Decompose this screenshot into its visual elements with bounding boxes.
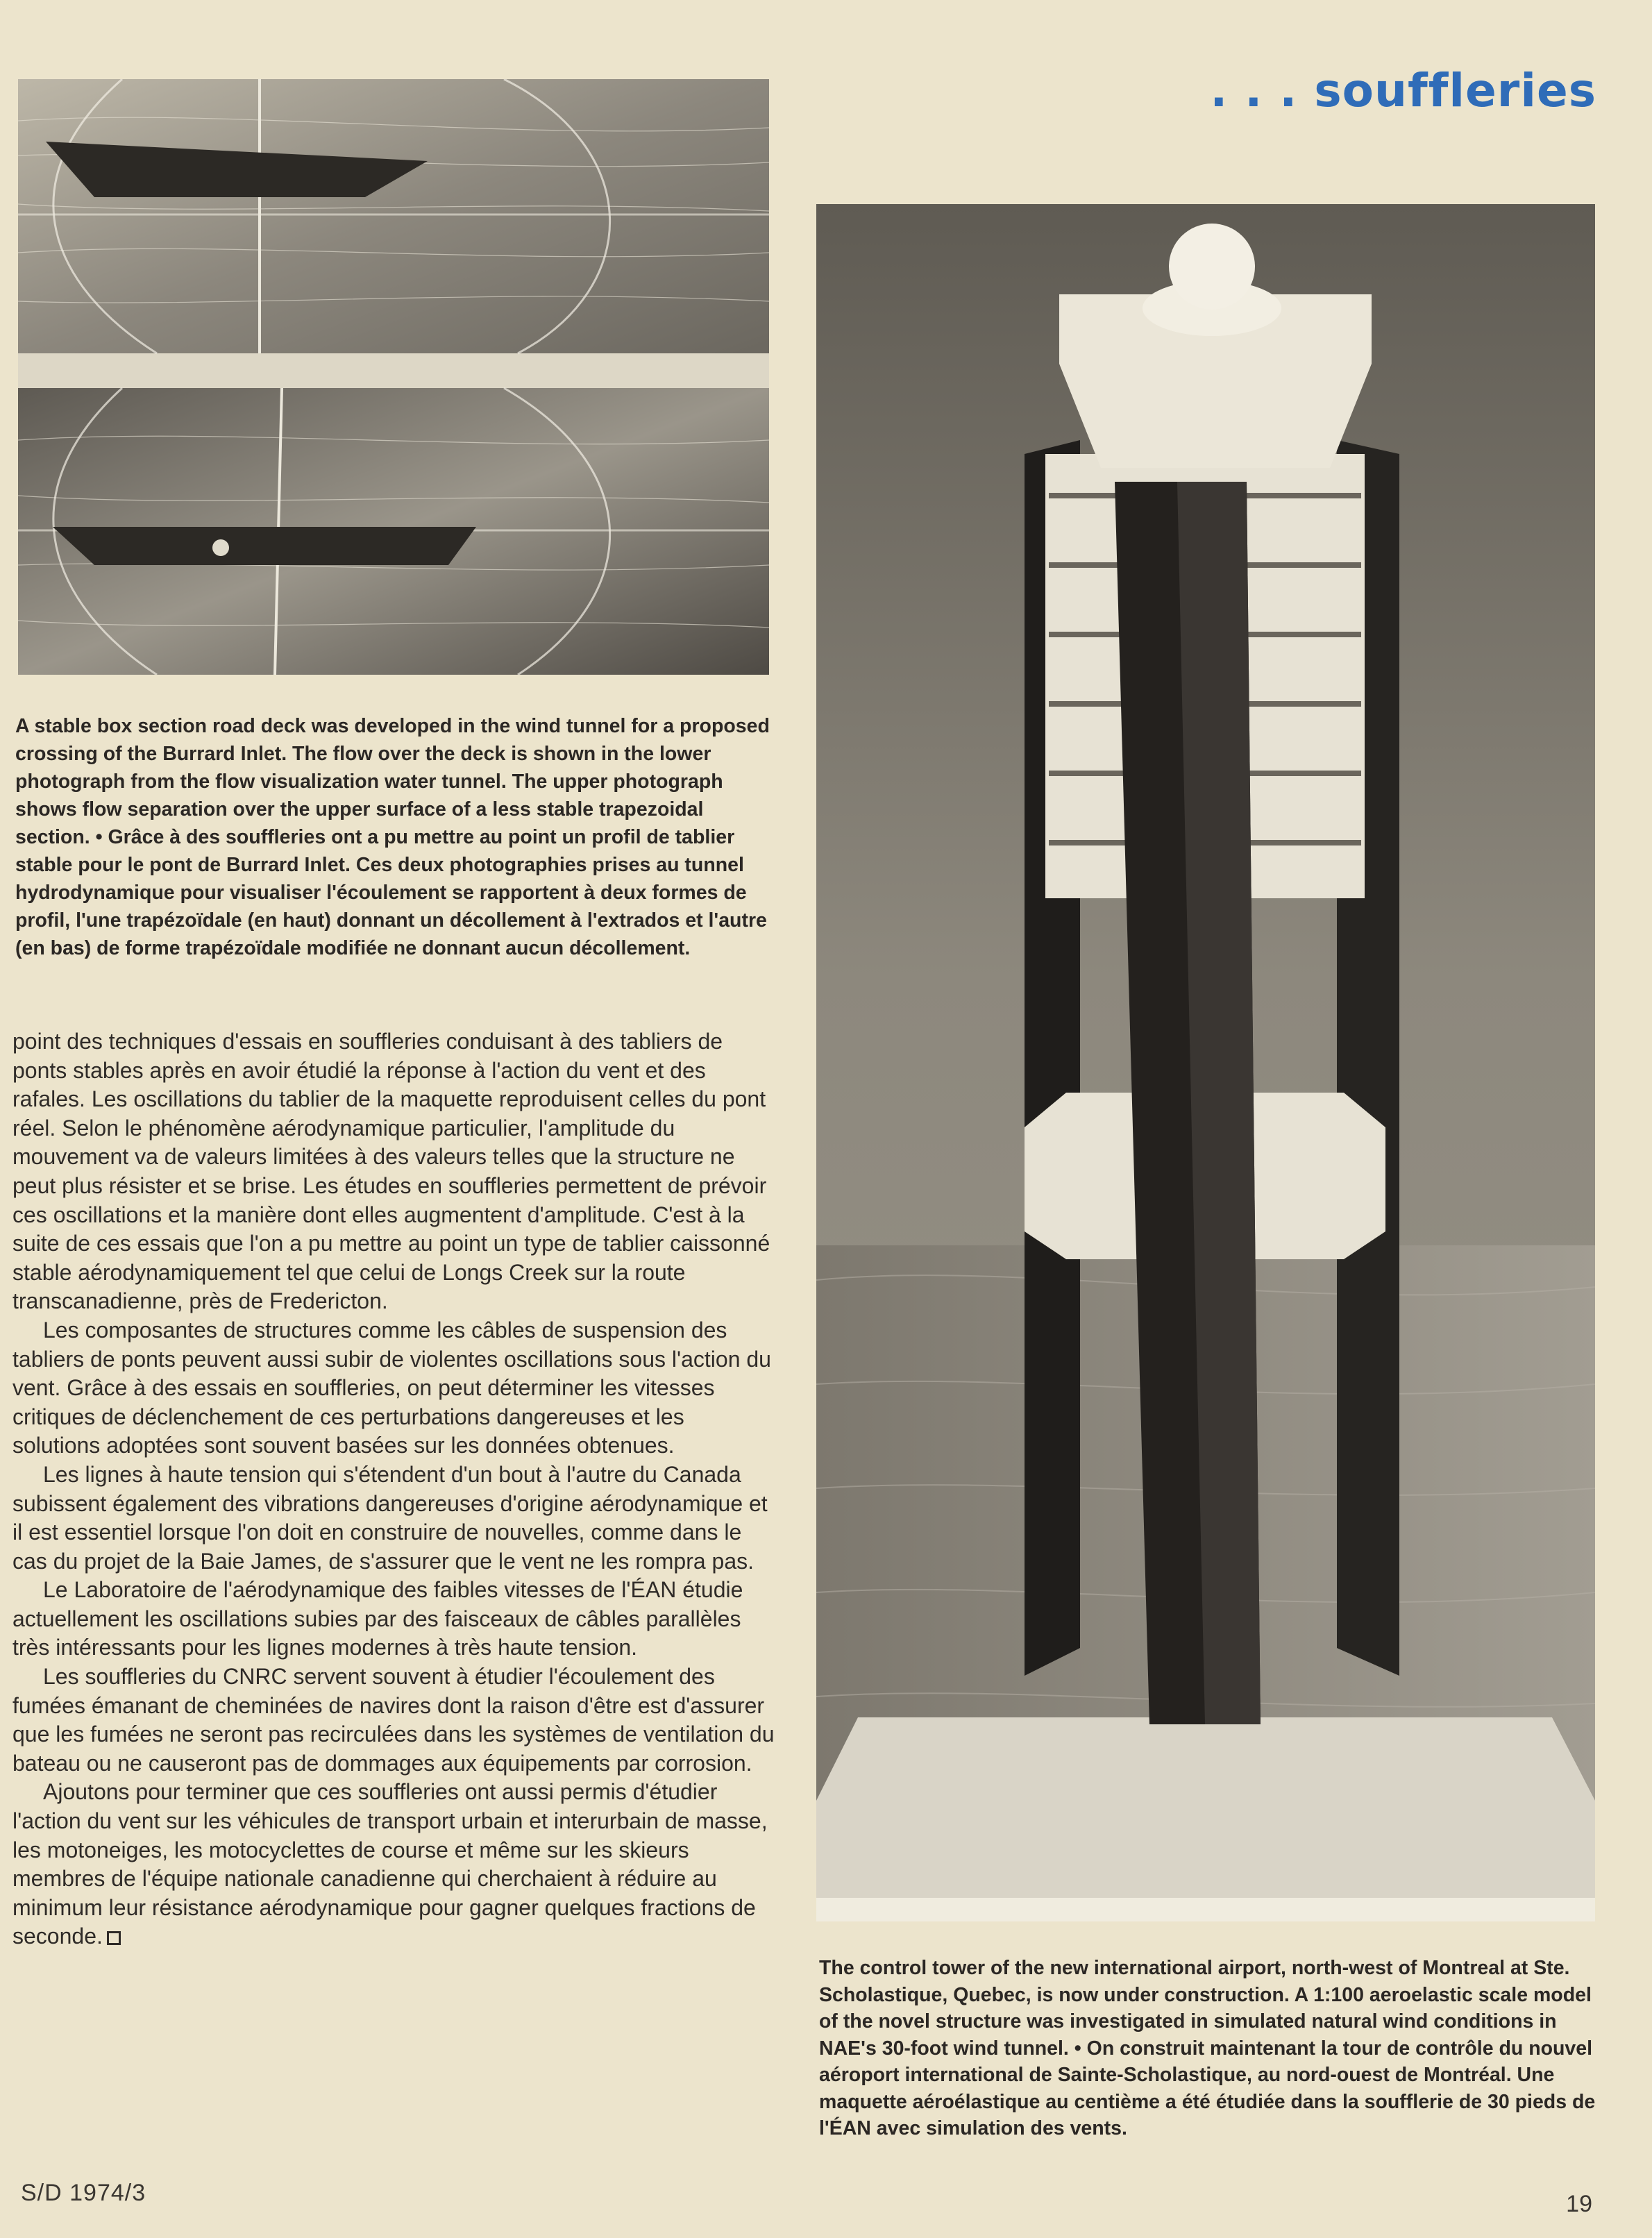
body-paragraph: Le Laboratoire de l'aérodynamique des faibles vitesses de l'ÉAN étudie actuellement les oscillations subies par des faisceaux de câbles parallèles très intéressants pour les lignes modernes à très haute tension. xyxy=(12,1577,743,1660)
body-paragraph: point des techniques d'essais en souffleries conduisant à des tabliers de ponts stables après en avoir étudié la réponse à l'action du vent et des rafales. Les oscillations du tablier de la maquette reproduisent celles du pont réel. Selon le phénomène aérodynamique particulier, l'amplitude du mouvement va de valeurs limitées à des valeurs telles que la structure ne peut plus résister et se brise. Les études en souffleries permettent de prévoir ces oscillations et la manière dont elles augmentent d'amplitude. C'est à la suite de ces essais que l'on a pu mettre au point un type de tablier caissonné stable aérodynamiquement tel que celui de Longs Creek sur la route transcanadienne, près de Fredericton. xyxy=(12,1029,770,1314)
page-number: 19 xyxy=(1566,2191,1592,2217)
end-mark-icon xyxy=(107,1931,121,1945)
article-body xyxy=(12,1027,776,1951)
body-paragraph: Les lignes à haute tension qui s'étendent d'un bout à l'autre du Canada subissent également des vibrations dangereuses d'origine aérodynamique et il est essentiel lorsque l'on doit en construire de nouvelles, comme dans le cas du projet de la Baie James, de s'assurer que le vent ne les rompra pas. xyxy=(12,1461,768,1574)
control-tower-model-photo xyxy=(816,204,1595,1921)
section-title: . . . souffleries xyxy=(1210,64,1596,117)
body-paragraph: Les souffleries du CNRC servent souvent à étudier l'écoulement des fumées émanant de cheminées de navires dont la raison d'être est d'assurer que les fumées ne seront pas recirculées dans les systèmes de ventilation du bateau ou ne causeront pas de dommages aux équipements par corrosion. xyxy=(12,1664,775,1776)
flow-visualization-photo xyxy=(18,79,769,675)
right-photo-caption: The control tower of the new international airport, north-west of Montreal at Ste. Scholastique, Quebec, is now under construction. A 1:100 aeroelastic scale model of the novel structure was investigated in simulated natural wind conditions in NAE's 30-foot wind tunnel. • On construit maintenant la tour de contrôle du nouvel aéroport international de Sainte-Scholastique, au nord-ouest de Montréal. Une maquette aéroélastique au centième a été étudiée dans la soufflerie de 30 pieds de l'ÉAN avec simulation des vents. xyxy=(819,1957,1596,2139)
left-photo-caption: A stable box section road deck was developed in the wind tunnel for a proposed crossing of the Burrard Inlet. The flow over the deck is shown in the lower photograph from the flow visualization water tunnel. The upper photograph shows flow separation over the upper surface of a less stable trapezoidal section. • Grâce à des souffleries ont a pu mettre au point un profil de tablier stable pour le pont de Burrard Inlet. Ces deux photographies prises au tunnel hydrodynamique pour visualiser l'écoulement se rapportent à deux formes de profil, l'une trapézoïdale (en haut) donnant un décollement à l'extrados et l'autre (en bas) de forme trapézoïdale modifiée ne donnant aucun décollement. xyxy=(15,715,770,959)
body-paragraph: Les composantes de structures comme les câbles de suspension des tabliers de ponts peuvent aussi subir de violentes oscillations sous l'action du vent. Grâce à des essais en souffleries, on peut déterminer les vitesses critiques de déclenchement de ces perturbations dangereuses et les solutions adoptées sont souvent basées sur les données obtenues. xyxy=(12,1317,771,1458)
issue-label: S/D 1974/3 xyxy=(21,2180,146,2206)
body-paragraph: Ajoutons pour terminer que ces souffleries ont aussi permis d'étudier l'action du vent sur les véhicules de transport urbain et interurbain de masse, les motoneiges, les motocyclettes de course et même sur les skieurs membres de l'équipe nationale canadienne qui cherchaient à réduire au minimum leur résistance aérodynamique pour gagner quelques fractions de seconde. xyxy=(12,1779,768,1949)
